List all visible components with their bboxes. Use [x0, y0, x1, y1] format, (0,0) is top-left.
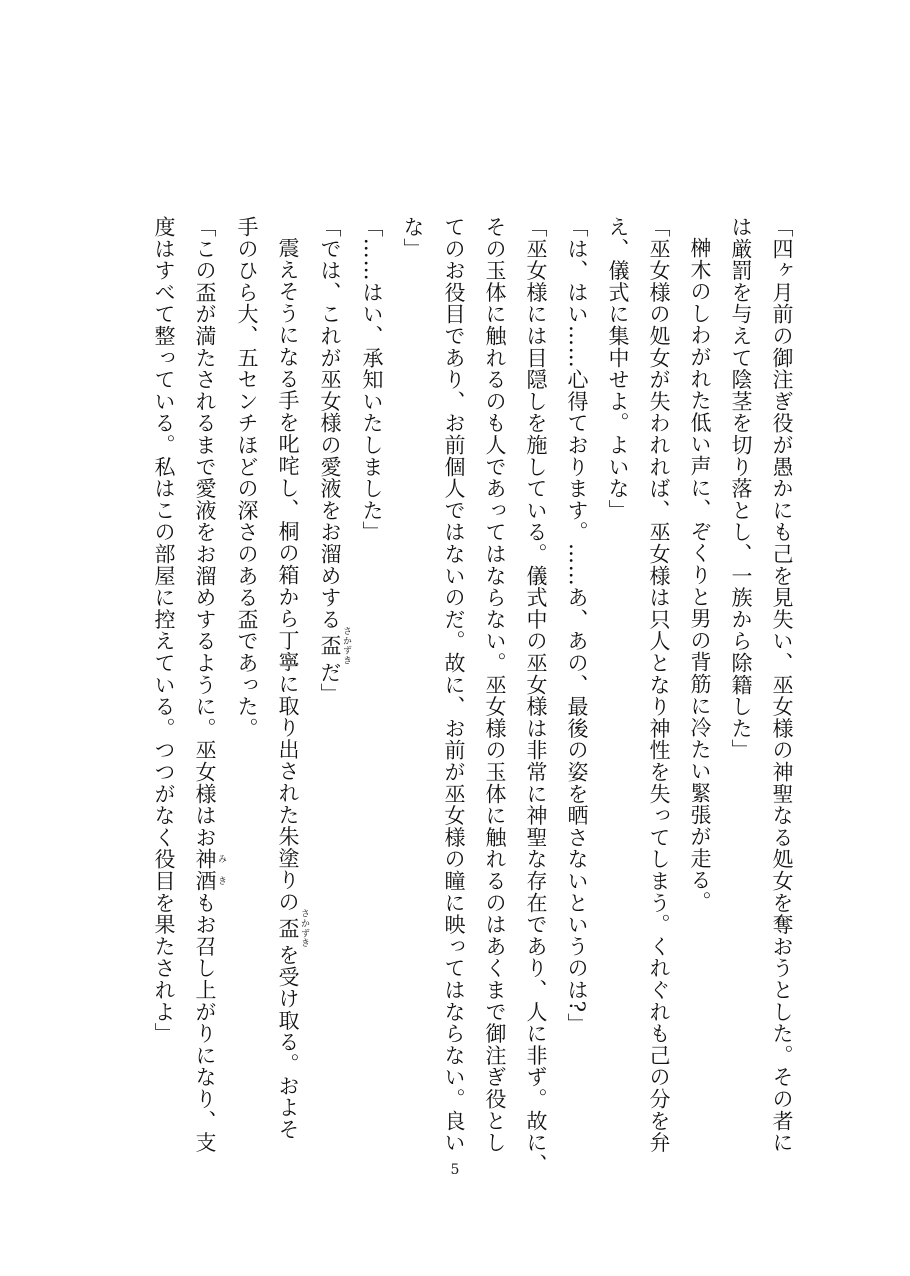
text-line-13-main: 震えそうになる手を叱咤し、桐の箱から丁寧に取り出された朱塗りの [276, 237, 300, 913]
ruby-reading: さかずき [341, 626, 351, 666]
text-line-14: 手のひら大、五センチほどの深さのある盃であった。 [235, 216, 259, 740]
text-line-8: その玉体に触れるのも人であってはならない。巫女様の玉体に触れるのはあくまで御注ぎ役とし [483, 216, 507, 1154]
text-line-13-tail: を受け取る。およそ [276, 944, 300, 1141]
text-line-12 [309, 216, 351, 1076]
text-line-15 [184, 216, 226, 1154]
ruby-reading: さかずき [299, 908, 309, 949]
text-line-10: な」 [401, 216, 425, 260]
text-line-3: 榊木のしわがれた低い声に、ぞくりと男の背筋に冷たい緊張が走る。 [688, 237, 712, 913]
page-number: 5 [450, 1162, 460, 1178]
ruby-reading: みき [216, 848, 226, 892]
text-line-13 [267, 216, 309, 1141]
ruby-base: 盃 [318, 626, 342, 666]
ruby-sakazuki-2 [276, 908, 309, 949]
ruby-sakazuki-1 [318, 626, 351, 666]
text-line-16: 度はすべて整っている。私はこの部屋に控えている。つつがなく役目を果たされよ」 [152, 216, 176, 1045]
text-line-1: 「四ヶ月前の御注ぎ役が愚かにも己を見失い、巫女様の神聖なる処女を奪おうとした。その者に [770, 216, 794, 1154]
text-line-12-tail: だ」 [318, 661, 342, 705]
ruby-base: 盃 [276, 908, 300, 948]
ruby-base: 神酒 [193, 848, 217, 892]
text-line-12-main: 「では、これが巫女様の愛液をお溜めする [318, 216, 342, 631]
text-line-7: 「巫女様には目隠しを施している。儀式中の巫女様は非常に神聖な存在であり、人に非ず。故に、 [524, 216, 548, 1176]
ruby-miki [193, 848, 226, 892]
text-line-5: え、儀式に集中せよ。よいな」 [606, 216, 630, 522]
text-line-9: てのお役目であり、お前個人ではないのだ。故に、お前が巫女様の瞳に映ってはならない。良い [442, 216, 466, 1154]
text-line-6: 「は、はい……心得ております。……あ、あの、最後の姿を晒さないというのは?」 [565, 216, 589, 1035]
text-line-4: 「巫女様の処女が失われれば、巫女様は只人となり神性を失ってしまう。くれぐれも己の分を弁 [647, 216, 671, 1154]
text-line-2: は厳罰を与えて陰茎を切り落とし、一族から除籍した」 [729, 216, 753, 761]
text-line-11: 「……はい、承知いたしました」 [360, 216, 384, 543]
text-line-15-main: 「この盃が満たされるまで愛液をお溜めするように。巫女様はお [193, 216, 217, 849]
text-line-15-tail: もお召し上がりになり、支 [193, 891, 217, 1154]
body-text [152, 216, 802, 1176]
